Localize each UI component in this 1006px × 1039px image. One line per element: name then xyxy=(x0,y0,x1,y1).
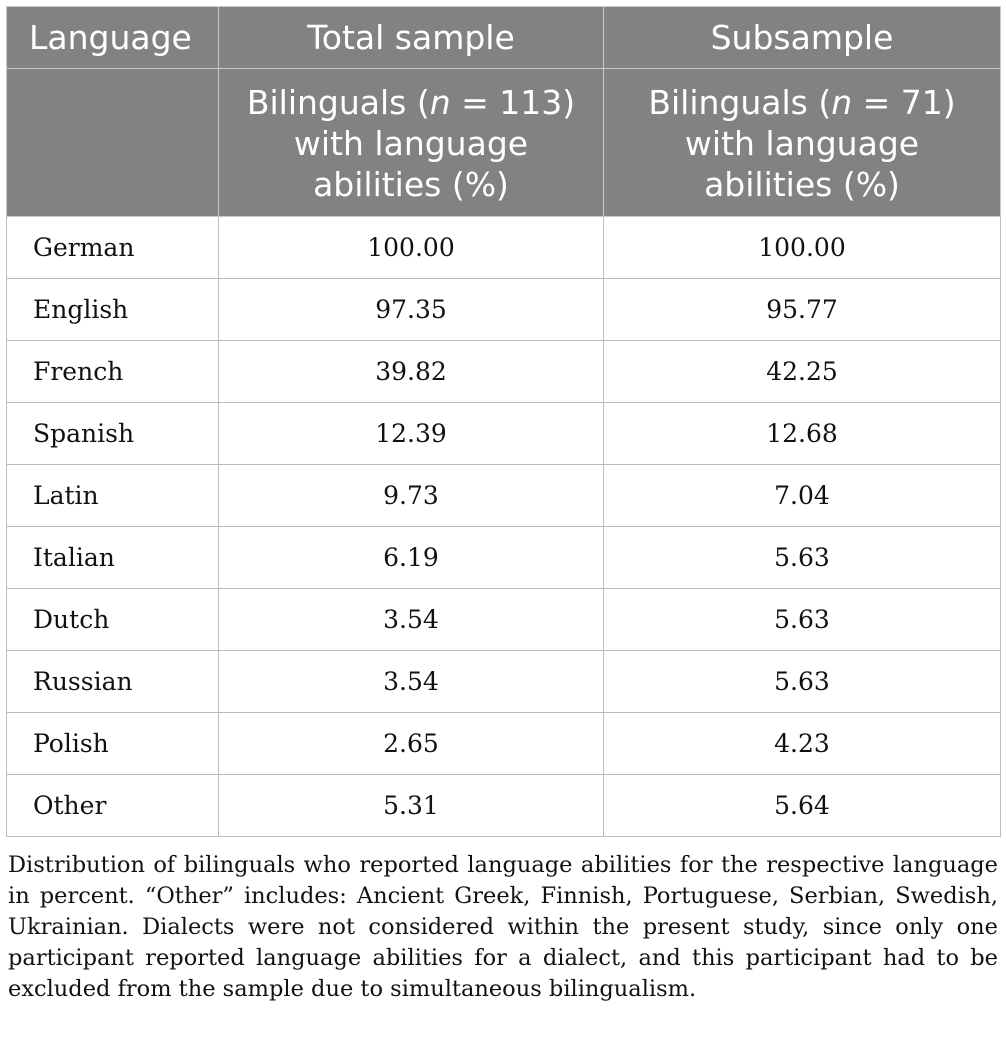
header-total-sample: Total sample xyxy=(219,7,604,69)
cell-total: 100.00 xyxy=(219,217,604,279)
cell-language: Italian xyxy=(7,527,219,589)
subheader-total-prefix: Bilinguals ( xyxy=(246,83,430,122)
cell-sub: 5.63 xyxy=(604,589,1001,651)
cell-sub: 100.00 xyxy=(604,217,1001,279)
cell-language: Russian xyxy=(7,651,219,713)
header-row xyxy=(7,7,1001,69)
table-row xyxy=(7,713,1001,775)
subheader-sub-n-eq: = 71) xyxy=(852,83,956,122)
subheader-sub-line2: abilities (%) xyxy=(704,165,900,204)
cell-language: Spanish xyxy=(7,403,219,465)
cell-total: 12.39 xyxy=(219,403,604,465)
cell-total: 39.82 xyxy=(219,341,604,403)
subheader-total-line1: with language xyxy=(293,124,529,163)
table-row xyxy=(7,527,1001,589)
cell-language: French xyxy=(7,341,219,403)
subheader-sub-prefix: Bilinguals ( xyxy=(648,83,832,122)
table-row xyxy=(7,775,1001,837)
table-row xyxy=(7,217,1001,279)
table-row xyxy=(7,651,1001,713)
table-row xyxy=(7,341,1001,403)
header-language: Language xyxy=(7,7,219,69)
subheader-total-n-eq: = 113) xyxy=(450,83,576,122)
cell-sub: 5.64 xyxy=(604,775,1001,837)
cell-language: German xyxy=(7,217,219,279)
subheader-empty xyxy=(7,69,219,217)
subheader-sub-line1: with language xyxy=(684,124,920,163)
subheader-total xyxy=(219,69,604,217)
table-container xyxy=(6,6,1000,837)
subheader-sub-n: n xyxy=(831,83,853,122)
cell-sub: 5.63 xyxy=(604,651,1001,713)
cell-sub: 7.04 xyxy=(604,465,1001,527)
cell-total: 2.65 xyxy=(219,713,604,775)
cell-total: 9.73 xyxy=(219,465,604,527)
cell-total: 3.54 xyxy=(219,651,604,713)
subheader-row xyxy=(7,69,1001,217)
subheader-total-n: n xyxy=(429,83,451,122)
language-abilities-table xyxy=(6,6,1001,837)
cell-language: Latin xyxy=(7,465,219,527)
table-row xyxy=(7,589,1001,651)
subheader-total-line2: abilities (%) xyxy=(313,165,509,204)
cell-sub: 5.63 xyxy=(604,527,1001,589)
cell-sub: 95.77 xyxy=(604,279,1001,341)
cell-language: Dutch xyxy=(7,589,219,651)
subheader-sub xyxy=(604,69,1001,217)
table-row xyxy=(7,403,1001,465)
cell-sub: 12.68 xyxy=(604,403,1001,465)
cell-language: Polish xyxy=(7,713,219,775)
cell-total: 3.54 xyxy=(219,589,604,651)
table-footnote: Distribution of bilinguals who reported language abilities for the respective language in percent. “Other” includes: Ancient Greek, Finnish, Portuguese, Serbian, Swedish, Ukrainian. Dialects were not considered within the present study, since only one participant reported language abilities for a dialect, and this participant had to be excluded from the sample due to simultaneous bilingualism. xyxy=(8,852,998,1002)
table-row xyxy=(7,279,1001,341)
cell-language: Other xyxy=(7,775,219,837)
header-subsample: Subsample xyxy=(604,7,1001,69)
cell-total: 97.35 xyxy=(219,279,604,341)
table-row xyxy=(7,465,1001,527)
cell-total: 5.31 xyxy=(219,775,604,837)
cell-total: 6.19 xyxy=(219,527,604,589)
cell-sub: 4.23 xyxy=(604,713,1001,775)
cell-sub: 42.25 xyxy=(604,341,1001,403)
cell-language: English xyxy=(7,279,219,341)
